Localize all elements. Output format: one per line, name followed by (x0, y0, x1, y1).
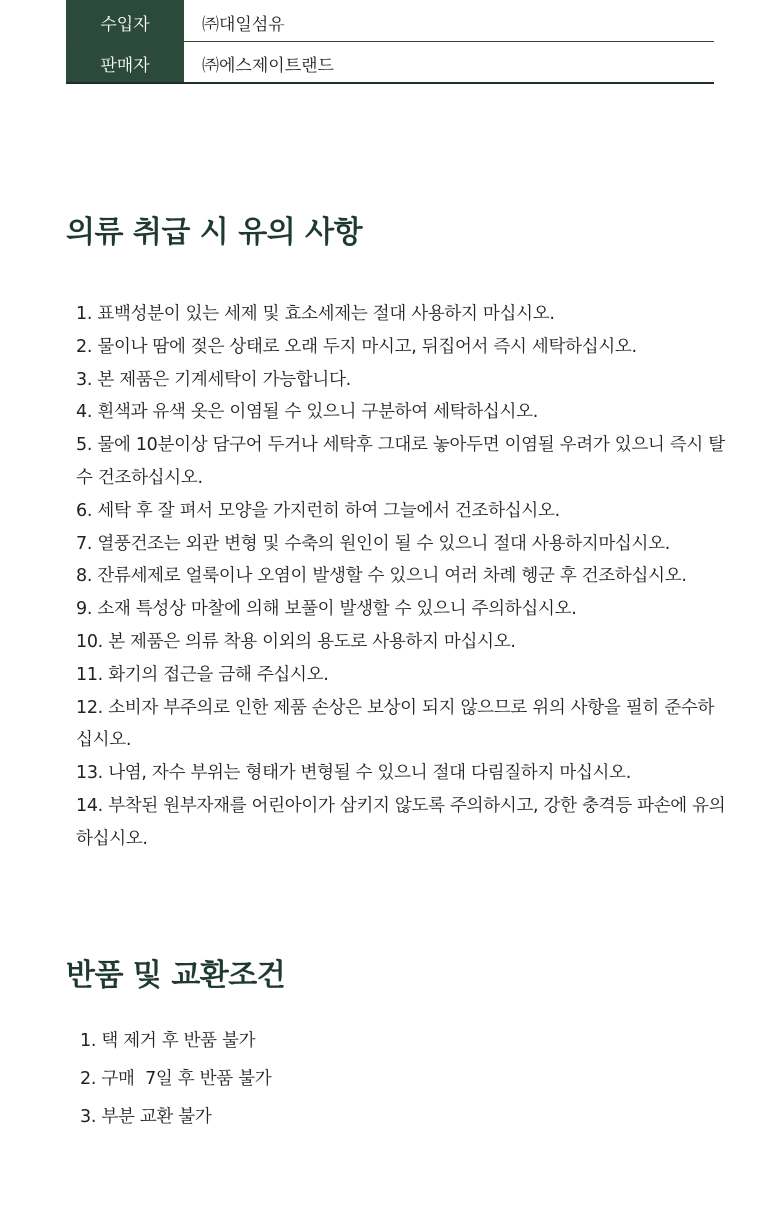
return-item: 1. 택 제거 후 반품 불가 (80, 1031, 256, 1051)
care-item: 8. 잔류세제로 얼룩이나 오염이 발생할 수 있으니 여러 차례 헹군 후 건조하십시오. (76, 566, 687, 587)
seller-value: ㈜에스제이트랜드 (202, 55, 334, 76)
importer-label: 수입자 (66, 0, 184, 41)
care-item: 9. 소재 특성상 마찰에 의해 보풀이 발생할 수 있으니 주의하십시오. (76, 599, 577, 620)
product-info-table (66, 0, 714, 84)
care-item: 12. 소비자 부주의로 인한 제품 손상은 보상이 되지 않으므로 위의 사항을 필히 준수하십시오. (76, 697, 715, 751)
care-item: 11. 화기의 접근을 금해 주십시오. (76, 664, 329, 685)
return-item: 2. 구매 7일 후 반품 불가 (80, 1069, 272, 1089)
care-item: 3. 본 제품은 기계세탁이 가능합니다. (76, 369, 351, 390)
care-item: 2. 물이나 땀에 젖은 상태로 오래 두지 마시고, 뒤집어서 즉시 세탁하십시오. (76, 336, 637, 357)
care-item: 6. 세탁 후 잘 펴서 모양을 가지런히 하여 그늘에서 건조하십시오. (76, 500, 560, 521)
care-instructions-list (76, 298, 726, 856)
care-item: 4. 흰색과 유색 옷은 이염될 수 있으니 구분하여 세탁하십시오. (76, 402, 538, 423)
care-item: 7. 열풍건조는 외관 변형 및 수축의 원인이 될 수 있으니 절대 사용하지마십시오. (76, 533, 671, 554)
care-item: 14. 부착된 원부자재를 어린아이가 삼키지 않도록 주의하시고, 강한 충격등 파손에 유의하십시오. (76, 795, 726, 849)
care-item: 5. 물에 10분이상 담구어 두거나 세탁후 그대로 놓아두면 이염될 우려가 있으니 즉시 탈수 건조하십시오. (76, 435, 725, 488)
importer-row (66, 0, 714, 42)
care-section-title: 의류 취급 시 유의 사항 (66, 215, 363, 250)
return-section-title: 반품 및 교환조건 (66, 958, 286, 993)
care-item: 13. 나염, 자수 부위는 형태가 변형될 수 있으니 절대 다림질하지 마십시오. (76, 763, 632, 784)
importer-value: ㈜대일섬유 (202, 14, 285, 35)
seller-row (66, 42, 714, 84)
return-item: 3. 부분 교환 불가 (80, 1107, 212, 1127)
care-item: 10. 본 제품은 의류 착용 이외의 용도로 사용하지 마십시오. (76, 631, 516, 652)
seller-label: 판매자 (66, 42, 184, 82)
return-conditions-list (80, 1022, 680, 1136)
care-item: 1. 표백성분이 있는 세제 및 효소세제는 절대 사용하지 마십시오. (76, 304, 555, 324)
